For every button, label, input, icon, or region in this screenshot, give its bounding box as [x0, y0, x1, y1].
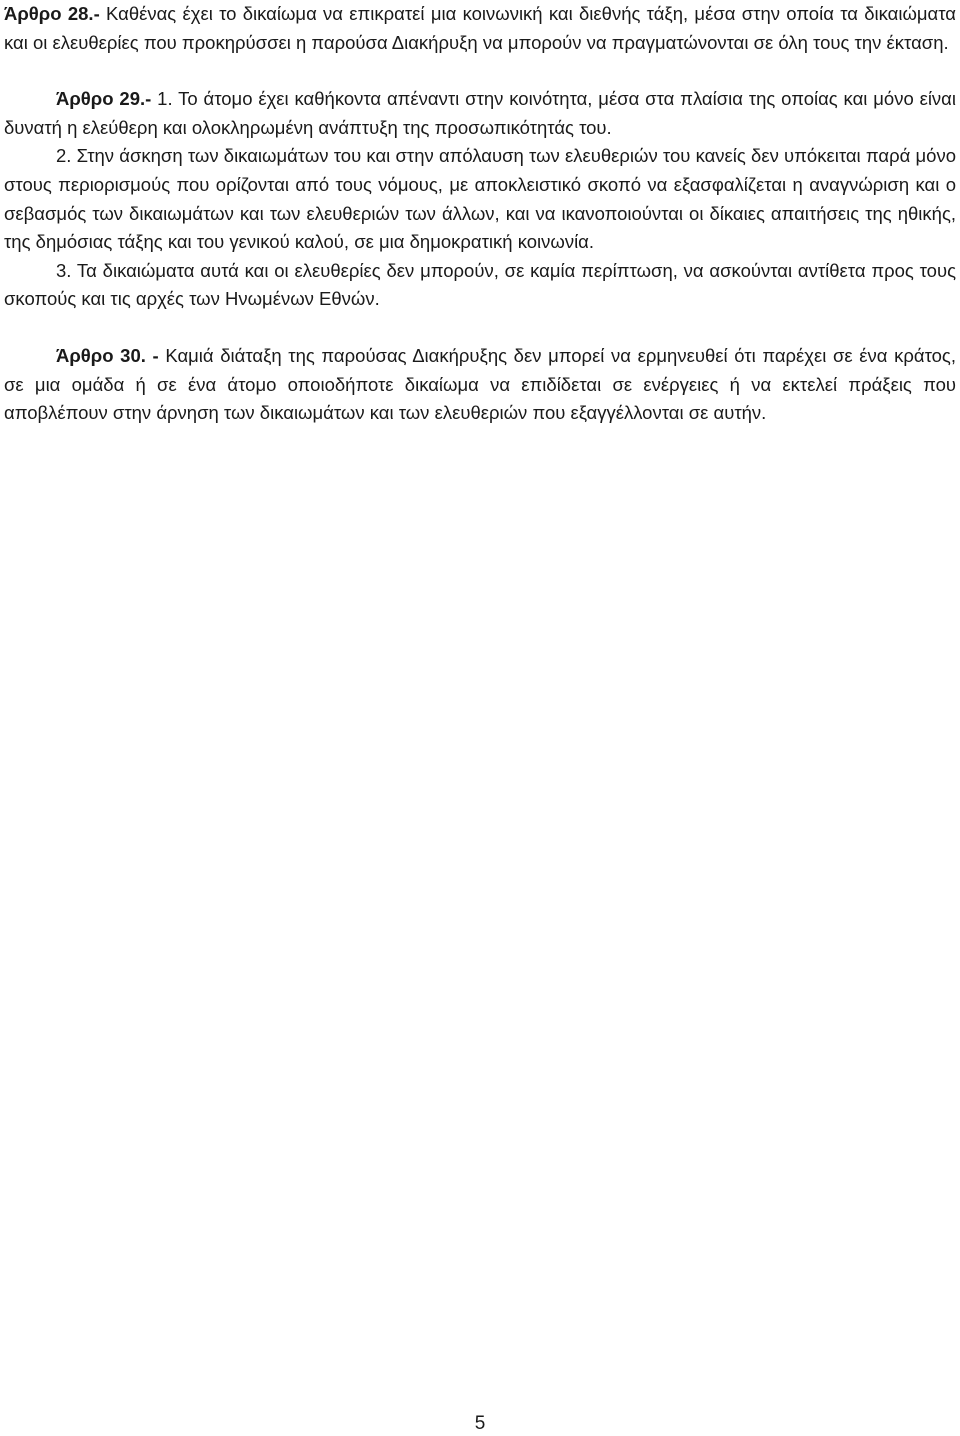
article-28-paragraph — [4, 0, 956, 57]
page-number: 5 — [474, 1413, 486, 1434]
article-29-p2-number: 2. — [56, 145, 72, 167]
article-29-heading: Άρθρο 29. — [56, 88, 146, 110]
article-29-p3-number: 3. — [56, 259, 72, 281]
document-page — [4, 0, 956, 428]
article-30-text: Καμιά διάταξη της παρούσας Διακήρυξης δεν μπορεί να ερμηνευθεί ότι παρέχει σε ένα κράτος, σε μια ομάδα ή σε ένα άτομο οποιοδήποτε δικαίωμα να επιδίδεται σε ενέργειες ή να εκτελεί πράξεις που αποβλέπουν στην άρνηση των δικαιωμάτων και των ελευθεριών που εξαγγέλλονται σε αυτήν. — [4, 344, 956, 424]
article-28-dash: - — [93, 3, 100, 24]
article-29-p1-text: Το άτομο έχει καθήκοντα απέναντι στην κοινότητα, μέσα στα πλαίσια της οποίας και μόνο είναι δυνατή η ελεύθερη και ολοκληρωμένη ανάπτυξη της προσωπικότητάς του. — [4, 88, 956, 138]
article-29-p2-text: Στην άσκηση των δικαιωμάτων του και στην απόλαυση των ελευθεριών του κανείς δεν υπόκειται παρά μόνο στους περιορισμούς που ορίζονται από τους νόμους, με αποκλειστικό σκοπό να εξασφαλίζεται η αναγνώριση και ο σεβασμός των δικαιωμάτων και των ελευθεριών των άλλων, και να ικανοποιούνται οι δίκαιες απαιτήσεις της ηθικής, της δημόσιας τάξης και του γενικού καλού, σε μια δημοκρατική κοινωνία. — [4, 145, 956, 253]
spacer — [4, 314, 956, 342]
article-30-dash: - — [145, 344, 159, 366]
article-28-heading: Άρθρο 28. — [4, 3, 94, 24]
article-29-paragraph-1 — [4, 85, 956, 142]
spacer — [4, 57, 956, 85]
article-29-paragraph-2 — [4, 142, 956, 256]
article-29-p1-number: 1. — [151, 88, 173, 110]
article-30-heading: Άρθρο 30. — [56, 344, 146, 366]
article-29-paragraph-3 — [4, 257, 956, 314]
article-29-dash: - — [145, 88, 152, 110]
article-30-paragraph — [4, 342, 956, 428]
article-28-text: Καθένας έχει το δικαίωμα να επικρατεί μια κοινωνική και διεθνής τάξη, μέσα στην οποία τα δικαιώματα και οι ελευθερίες που προκηρύσσει η παρούσα Διακήρυξη να μπορούν να πραγματώνονται σε όλη τους την έκταση. — [4, 3, 956, 53]
article-29-p3-text: Τα δικαιώματα αυτά και οι ελευθερίες δεν μπορούν, σε καμία περίπτωση, να ασκούνται αντίθετα προς τους σκοπούς και τις αρχές των Ηνωμένων Εθνών. — [4, 259, 956, 310]
